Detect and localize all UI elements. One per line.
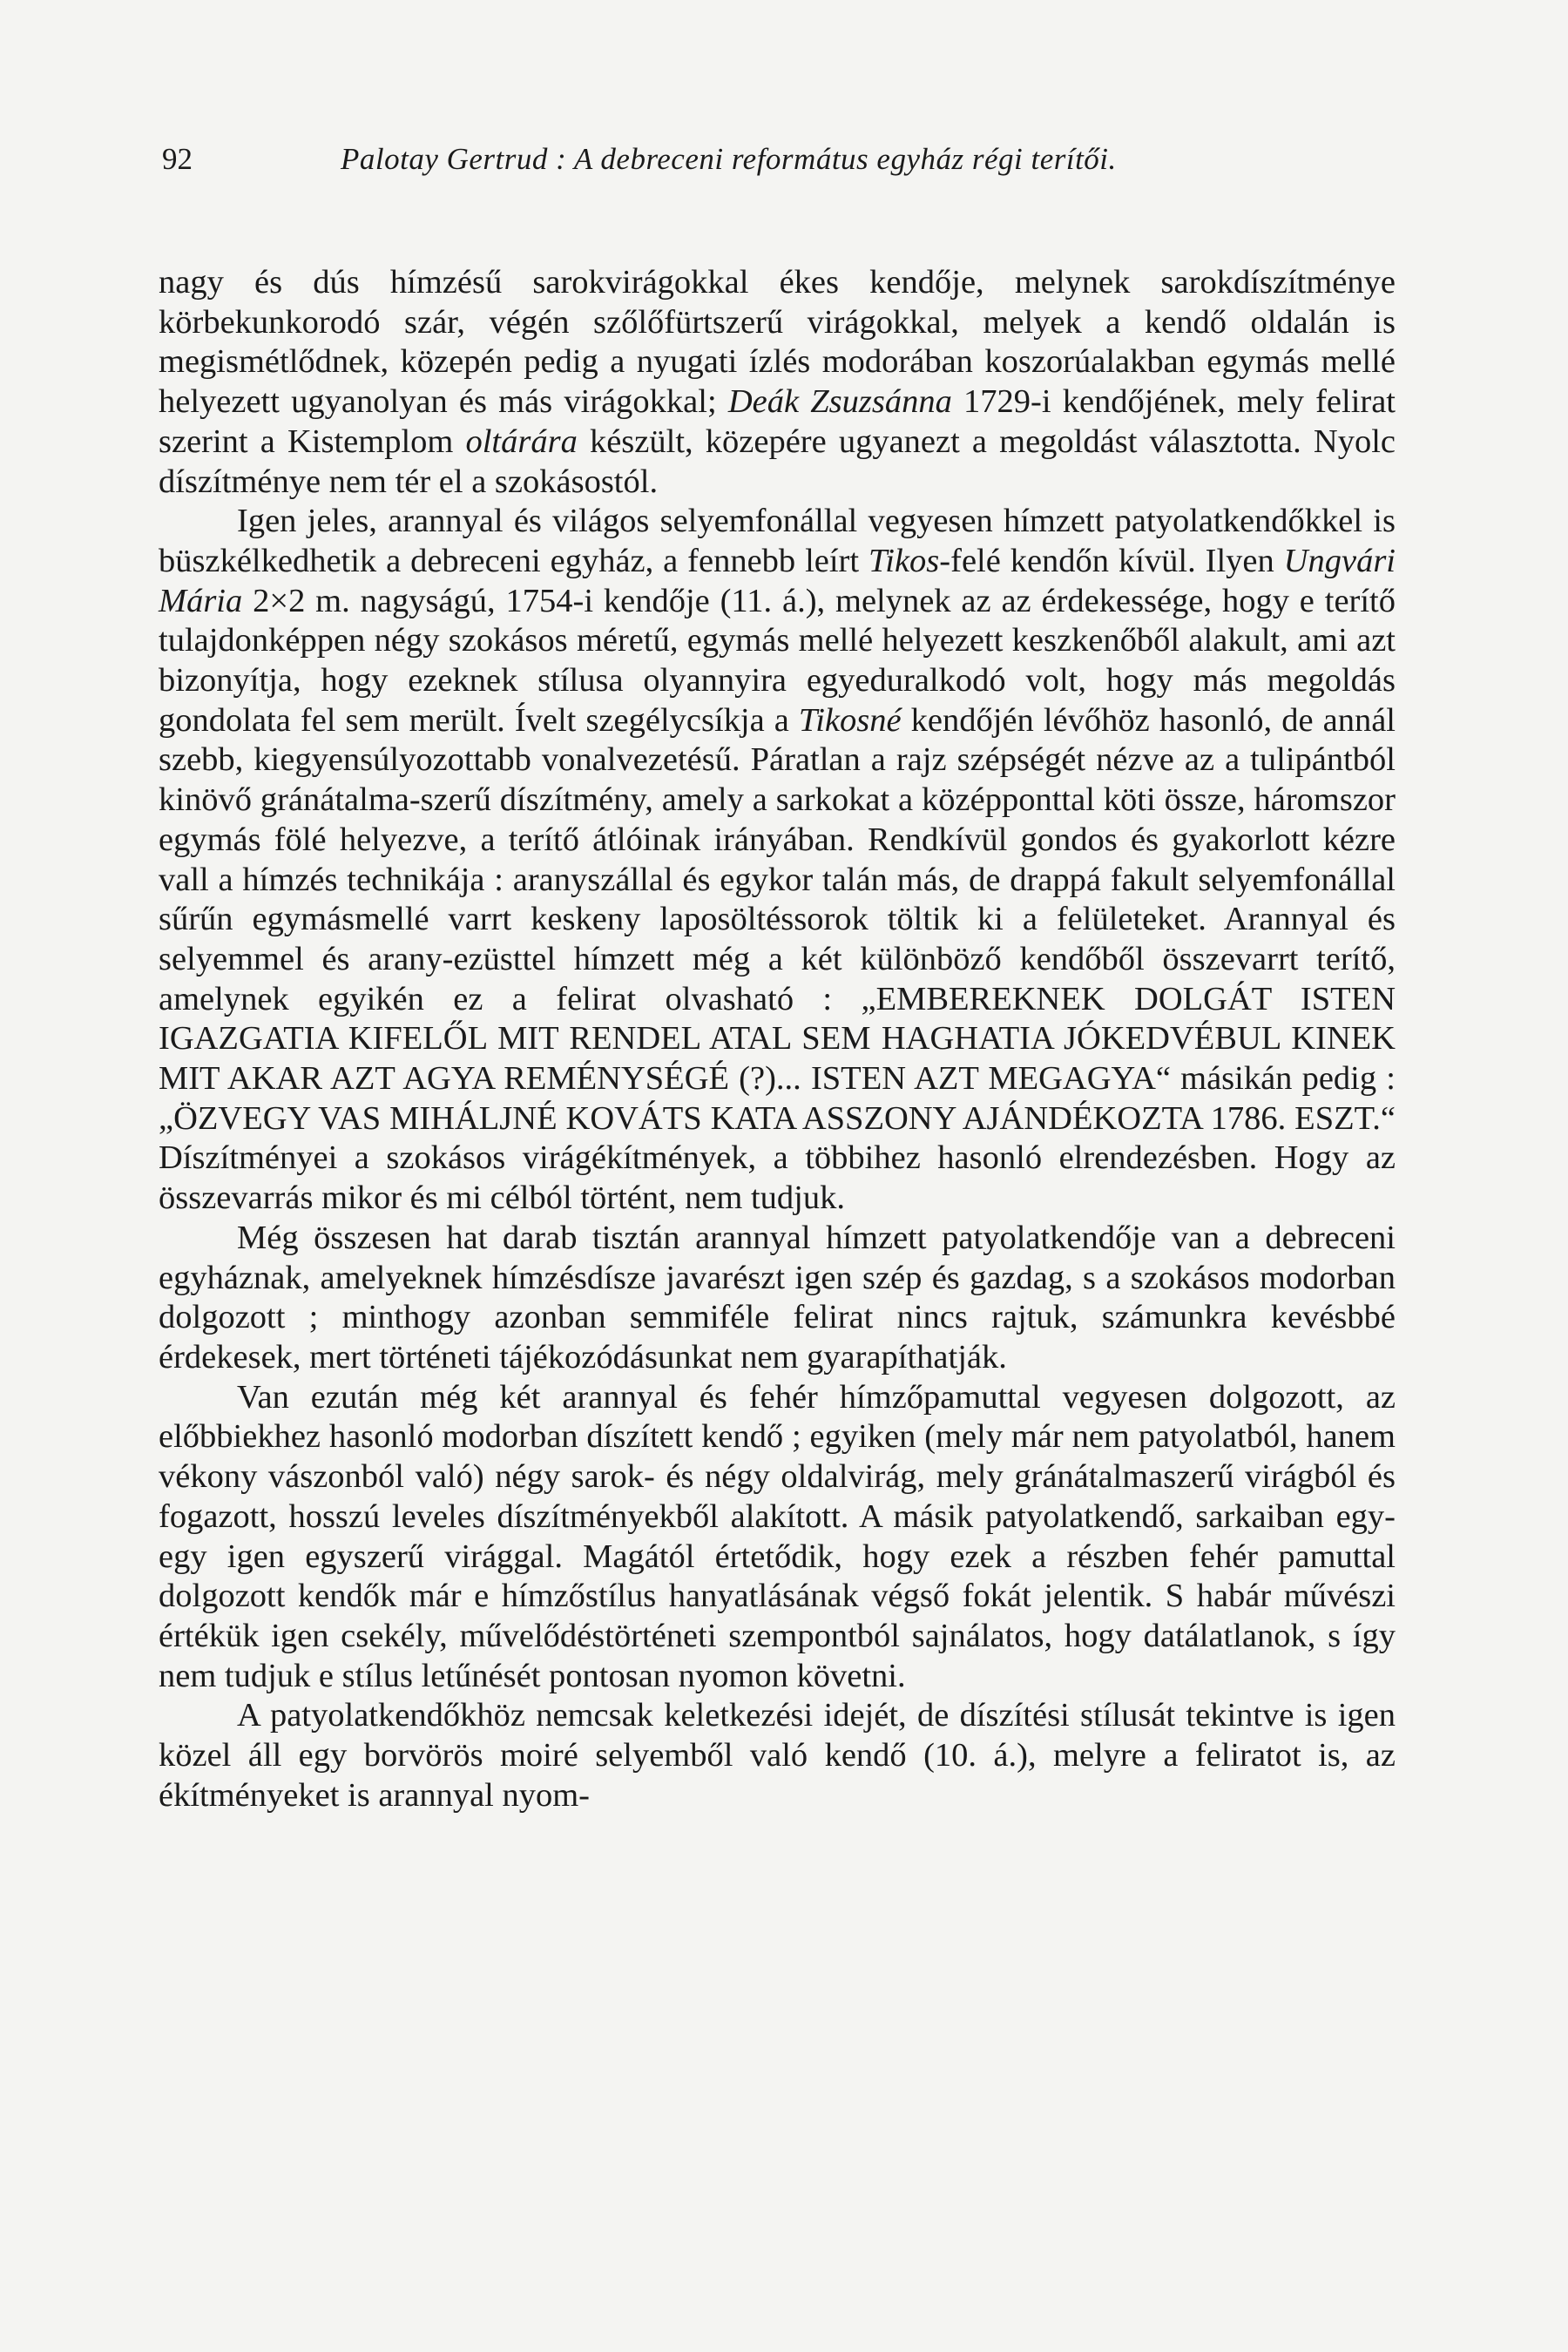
paragraph [159,1696,1396,1815]
italic-text: Tikosné [798,701,902,739]
paragraph [159,1219,1396,1378]
paragraph [159,1378,1396,1697]
text-run: 2×2 m. nagyságú, 1754-i kendője (11. á.), melynek az az érdekessége, hogy e terítő tulajdonképpen négy szokásos méretű, egymás mellé helyezett keszkenőből alakult, ami azt bizonyítja, hogy ezeknek stílusa olyannyira egyeduralkodó volt, hogy más megoldás gondolata fel sem merült. Ívelt szegélycsíkja a [159,582,1396,739]
italic-text: oltárára [465,422,578,460]
running-title: Palotay Gertrud : A debreceni református egyház régi terítői. [341,142,1117,176]
running-head [162,138,1408,181]
italic-text: Deák Zsuzsánna [727,383,952,421]
body-text [159,263,1396,1815]
page-number: 92 [162,142,193,176]
paragraph [159,502,1396,1219]
text-run: A patyolatkendőkhöz nemcsak keletkezési idejét, de díszítési stílusát tekintve is igen közel áll egy borvörös moiré selyemből való kendő (10. á.), melyre a feliratot is, az ékítményeket is arannyal nyom- [159,1697,1396,1814]
text-run: Igen jeles, arannyal és világos selyemfonállal vegyesen hímzett patyolatkendőkkel is büszkélkedhetik a debreceni egyház, a fennebb leírt [159,503,1396,579]
text-run: -felé kendőn kívül. Ilyen [939,542,1284,579]
text-run: kendőjén lévőhöz hasonló, de annál szebb, kiegyensúlyozottabb vonalvezetésű. Páratlan a rajz szépségét nézve az a tulipántból kinövő gránátalma-szerű díszítmény, amely a sarkokat a középponttal köti össze, háromszor egymás fölé helyezve, a terítő átlóinak irányában. Rendkívül gondos és gyakorlott kézre vall a hímzés technikája : aranyszállal és egykor talán más, de drappá fakult selyemfonállal sűrűn egymásmellé varrt keskeny laposöltéssorok töltik ki a felületeket. Arannyal és selyemmel és arany-ezüsttel hímzett még a két különböző kendőből összevarrt terítő, amelynek egyikén ez a felirat olvasható : „EMBEREKNEK DOLGÁT ISTEN IGAZGATIA KIFELŐL MIT RENDEL ATAL SEM HAGHATIA JÓKEDVÉBUL KINEK MIT AKAR AZT AGYA REMÉNYSÉGÉ (?)... ISTEN AZT MEGAGYA“ másikán pedig : „ÖZVEGY VAS MIHÁLJNÉ KOVÁTS KATA ASSZONY AJÁNDÉKOZTA 1786. ESZT.“ Díszítményei a szokásos virágékítmények, a többihez hasonló elrendezésben. Hogy az összevarrás mikor és mi célból történt, nem tudjuk. [159,701,1396,1217]
text-run: készült, közepére ugyanezt a megoldást választotta. Nyolc díszítménye nem tér el a szokásostól. [159,422,1396,500]
text-run: nagy és dús hímzésű sarokvirágokkal ékes kendője, melynek sarokdíszítménye körbekunkorodó szár, végén szőlőfürtszerű virágokkal, melyek a kendő oldalán is megismétlődnek, közepén pedig a nyugati ízlés modorában koszorúalakban egymás mellé helyezett ugyanolyan és más virágokkal; [159,264,1396,421]
italic-text: Ungvári Mária [159,542,1396,619]
paragraph [159,263,1396,502]
text-run: Van ezután még két arannyal és fehér hímzőpamuttal vegyesen dolgozott, az előbbiekhez hasonló modorban díszített kendő ; egyiken (mely már nem patyolatból, hanem vékony vászonból való) négy sarok- és négy oldalvirág, mely gránátalmaszerű virágból és fogazott, hosszú leveles díszítményekből alakított. A másik patyolatkendő, sarkaiban egy-egy igen egyszerű virággal. Magától értetődik, hogy ezek a részben fehér pamuttal dolgozott kendők már e hímzőstílus hanyatlásának végső fokát jelentik. S habár művészi értékük igen csekély, művelődéstörténeti szempontból sajnálatos, hogy datálatlanok, s így nem tudjuk e stílus letűnését pontosan nyomon követni. [159,1378,1396,1694]
text-run: 1729-i kendőjének, mely felirat szerint a Kistemplom [159,383,1396,460]
text-run: Még összesen hat darab tisztán arannyal hímzett patyolatkendője van a debreceni egyháznak, amelyeknek hímzésdísze javarészt igen szép és gazdag, s a szokásos modorban dolgozott ; minthogy azonban semmiféle felirat nincs rajtuk, számunkra kevésbbé érdekesek, mert történeti tájékozódásunkat nem gyarapíthatják. [159,1219,1396,1375]
italic-text: Tikos [868,542,940,579]
